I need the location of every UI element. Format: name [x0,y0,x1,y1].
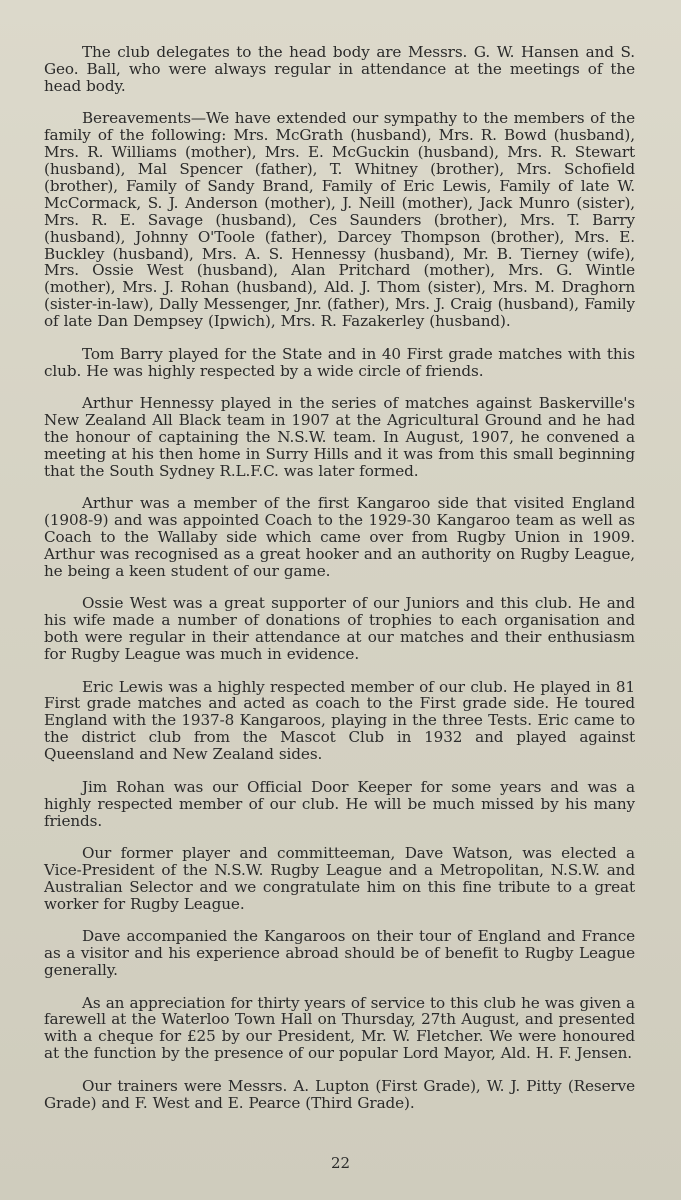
paragraph-eric-lewis: Eric Lewis was a highly respected member of our club. He played in 81 First grade matches and acted as coach to the First grade side. He toured England with the 1937-8 Kangaroos, playing in the three Tests. Eric came to the district club from the Mascot Club in 1932 and played against Queensland and New Zealand sides. [44,677,635,764]
paragraph-farewell: As an appreciation for thirty years of service to this club he was given a farewell at the Waterloo Town Hall on Thursday, 27th August, and presented with a cheque for £25 by our President, Mr. W. Fletcher. We were honoured at the function by the presence of our popular Lord Mayor, Ald. H. F. Jensen. [44,993,635,1063]
paragraph-delegates: The club delegates to the head body are Messrs. G. W. Hansen and S. Geo. Ball, who were always regular in attendance at the meetings of the head body. [44,43,635,95]
paragraph-trainers: Our trainers were Messrs. A. Lupton (First Grade), W. J. Pitty (Reserve Grade) and F. West and E. Pearce (Third Grade). [44,1076,635,1112]
paragraph-arthur-kangaroo: Arthur was a member of the first Kangaroo side that visited England (1908-9) and was appointed Coach to the 1929-30 Kangaroo team as well as Coach to the Wallaby side which came over from Rugby Union in 1909. Arthur was recognised as a great hooker and an authority on Rugby League, he being a keen student of our game. [44,494,635,580]
page-number: 22 [330,1154,351,1172]
paragraph-arthur-hennessy: Arthur Hennessy played in the series of matches against Baskerville's New Zealand All Black team in 1907 at the Agricultural Ground and he had the honour of captaining the N.S.W. team. In August, 1907, he convened a meeting at his then home in Surry Hills and it was from this small beginning that the South Sydney R.L.F.C. was later formed. [44,394,635,480]
paragraph-dave-watson: Our former player and committeeman, Dave Watson, was elected a Vice-President of the N.S.W. Rugby League and a Metropolitan, N.S.W. and Australian Selector and we congratulate him on this fine tribute to a great worker for Rugby League. [44,844,635,913]
paragraph-jim-rohan: Jim Rohan was our Official Door Keeper for some years and was a highly respected member of our club. He will be much missed by his many friends. [44,777,635,830]
document-body [44,44,635,1112]
paragraph-dave-tour: Dave accompanied the Kangaroos on their tour of England and France as a visitor and his experience abroad should be of benefit to Rugby League generally. [44,927,635,980]
paragraph-bereavements: Bereavements—We have extended our sympathy to the members of the family of the following: Mrs. McGrath (husband), Mrs. R. Bowd (husband), Mrs. R. Williams (mother), Mrs. E. McGuckin (husband), Mrs. R. Stewart (husband), Mal Spencer (father), T. Whitney (brother), Mrs. Schofield (brother), Family of Sandy Brand, Family of Eric Lewis, Family of late W. McCormack, S. J. Anderson (mother), J. Neill (mother), Jack Munro (sister), Mrs. R. E. Savage (husband), Ces Saunders (brother), Mrs. T. Barry (husband), Johnny O'Toole (father), Darcey Thompson (brother), Mrs. E. Buckley (husband), Mrs. A. S. Hennessy (husband), Mr. B. Tierney (wife), Mrs. Ossie West (husband), Alan Pritchard (mother), Mrs. G. Wintle (mother), Mrs. J. Rohan (husband), Ald. J. Thom (sister), Mrs. M. Draghorn (sister-in-law), Dally Messenger, Jnr. (father), Mrs. J. Craig (husband), Family of late Dan Dempsey (Ipwich), Mrs. R. Fazakerley (husband). [44,109,635,331]
paragraph-ossie-west: Ossie West was a great supporter of our Juniors and this club. He and his wife made a number of donations of trophies to each organisation and both were regular in their attendance at our matches and their enthusiasm for Rugby League was much in evidence. [44,594,635,664]
paragraph-tom-barry: Tom Barry played for the State and in 40 First grade matches with this club. He was highly respected by a wide circle of friends. [44,344,635,380]
